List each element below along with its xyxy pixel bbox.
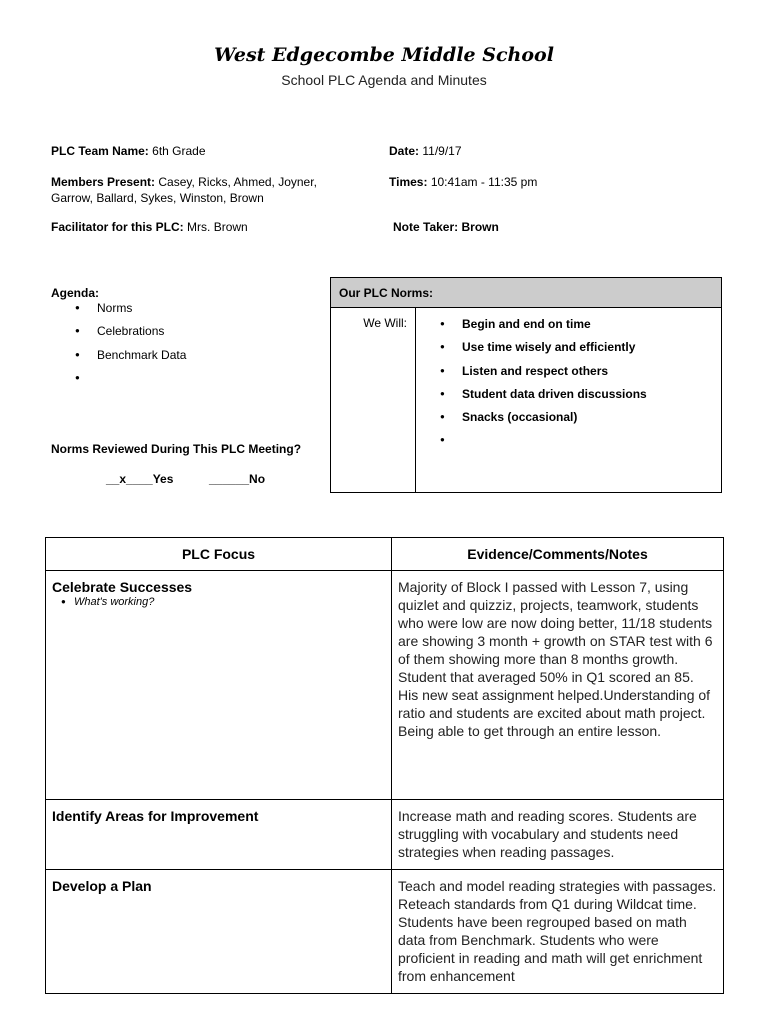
norms-reviewed-no: ______No	[209, 472, 266, 486]
norms-list	[440, 316, 647, 456]
times-value: 10:41am - 11:35 pm	[430, 175, 538, 189]
focus-title: Celebrate Successes	[52, 579, 193, 595]
date-field	[389, 143, 462, 159]
focus-cell	[46, 571, 392, 800]
team-name-value: 6th Grade	[152, 144, 206, 158]
table-row	[46, 800, 724, 870]
notes-column-header: Evidence/Comments/Notes	[392, 538, 724, 571]
agenda-item: ● Benchmark Data	[75, 347, 186, 370]
agenda-item: ● Norms	[75, 300, 186, 323]
document-subtitle: School PLC Agenda and Minutes	[281, 72, 487, 88]
team-name-field	[51, 143, 206, 159]
norm-item: ● Begin and end on time	[440, 316, 647, 339]
team-name-label: PLC Team Name:	[51, 144, 149, 158]
agenda-list	[75, 300, 186, 393]
note-taker-value: Brown	[461, 220, 499, 234]
norm-item: ● Student data driven discussions	[440, 386, 647, 409]
date-label: Date:	[389, 144, 420, 158]
members-label: Members Present:	[51, 175, 156, 189]
agenda-item: ● Celebrations	[75, 323, 186, 346]
members-field	[51, 174, 351, 206]
facilitator-field	[51, 219, 248, 235]
focus-column-header: PLC Focus	[46, 538, 392, 571]
norm-item	[440, 432, 647, 455]
plc-focus-table	[45, 537, 724, 994]
we-will-label: We Will:	[331, 308, 416, 492]
table-row	[46, 870, 724, 994]
note-taker-label: Note Taker:	[393, 220, 459, 234]
table-row	[46, 571, 724, 800]
agenda-item	[75, 370, 186, 393]
facilitator-value: Mrs. Brown	[187, 220, 248, 234]
facilitator-label: Facilitator for this PLC:	[51, 220, 184, 234]
norm-item: ● Snacks (occasional)	[440, 409, 647, 432]
focus-sub-bullet: ● What's working?	[52, 595, 385, 609]
plc-norms-header: Our PLC Norms:	[331, 278, 721, 308]
plc-norms-body	[331, 308, 721, 492]
norms-reviewed-question: Norms Reviewed During This PLC Meeting?	[51, 442, 302, 456]
school-title: West Edgecombe Middle School	[214, 44, 554, 66]
focus-cell: Identify Areas for Improvement	[46, 800, 392, 870]
norm-item: ● Listen and respect others	[440, 363, 647, 386]
table-header-row	[46, 538, 724, 571]
members-value-2: Garrow, Ballard, Sykes, Winston, Brown	[51, 191, 264, 205]
plc-norms-box	[330, 277, 722, 493]
note-taker-field	[393, 219, 499, 235]
times-label: Times:	[389, 175, 428, 189]
norms-reviewed-yes: __x____Yes	[106, 472, 174, 486]
members-value-1: Casey, Ricks, Ahmed, Joyner,	[158, 175, 317, 189]
notes-cell: Teach and model reading strategies with passages. Reteach standards from Q1 during Wildcat time. Students have been regrouped based on math data from Benchmark. Students who were proficient in reading and math will get enrichment from enhancement	[392, 870, 724, 994]
agenda-label: Agenda:	[51, 286, 99, 300]
focus-cell: Develop a Plan	[46, 870, 392, 994]
notes-cell: Majority of Block I passed with Lesson 7, using quizlet and quizziz, projects, teamwork, students who were low are now doing better, 11/18 students are showing 3 month + growth on STAR test with 6 of them showing more than 8 months growth. Student that averaged 50% in Q1 scored an 85. His new seat assignment helped.Understanding of ratio and students are excited about math project. Being able to get through an entire lesson.	[392, 571, 724, 800]
norm-item: ● Use time wisely and efficiently	[440, 339, 647, 362]
times-field	[389, 174, 537, 190]
notes-cell: Increase math and reading scores. Students are struggling with vocabulary and students need strategies when reading passages.	[392, 800, 724, 870]
date-value: 11/9/17	[422, 144, 462, 158]
